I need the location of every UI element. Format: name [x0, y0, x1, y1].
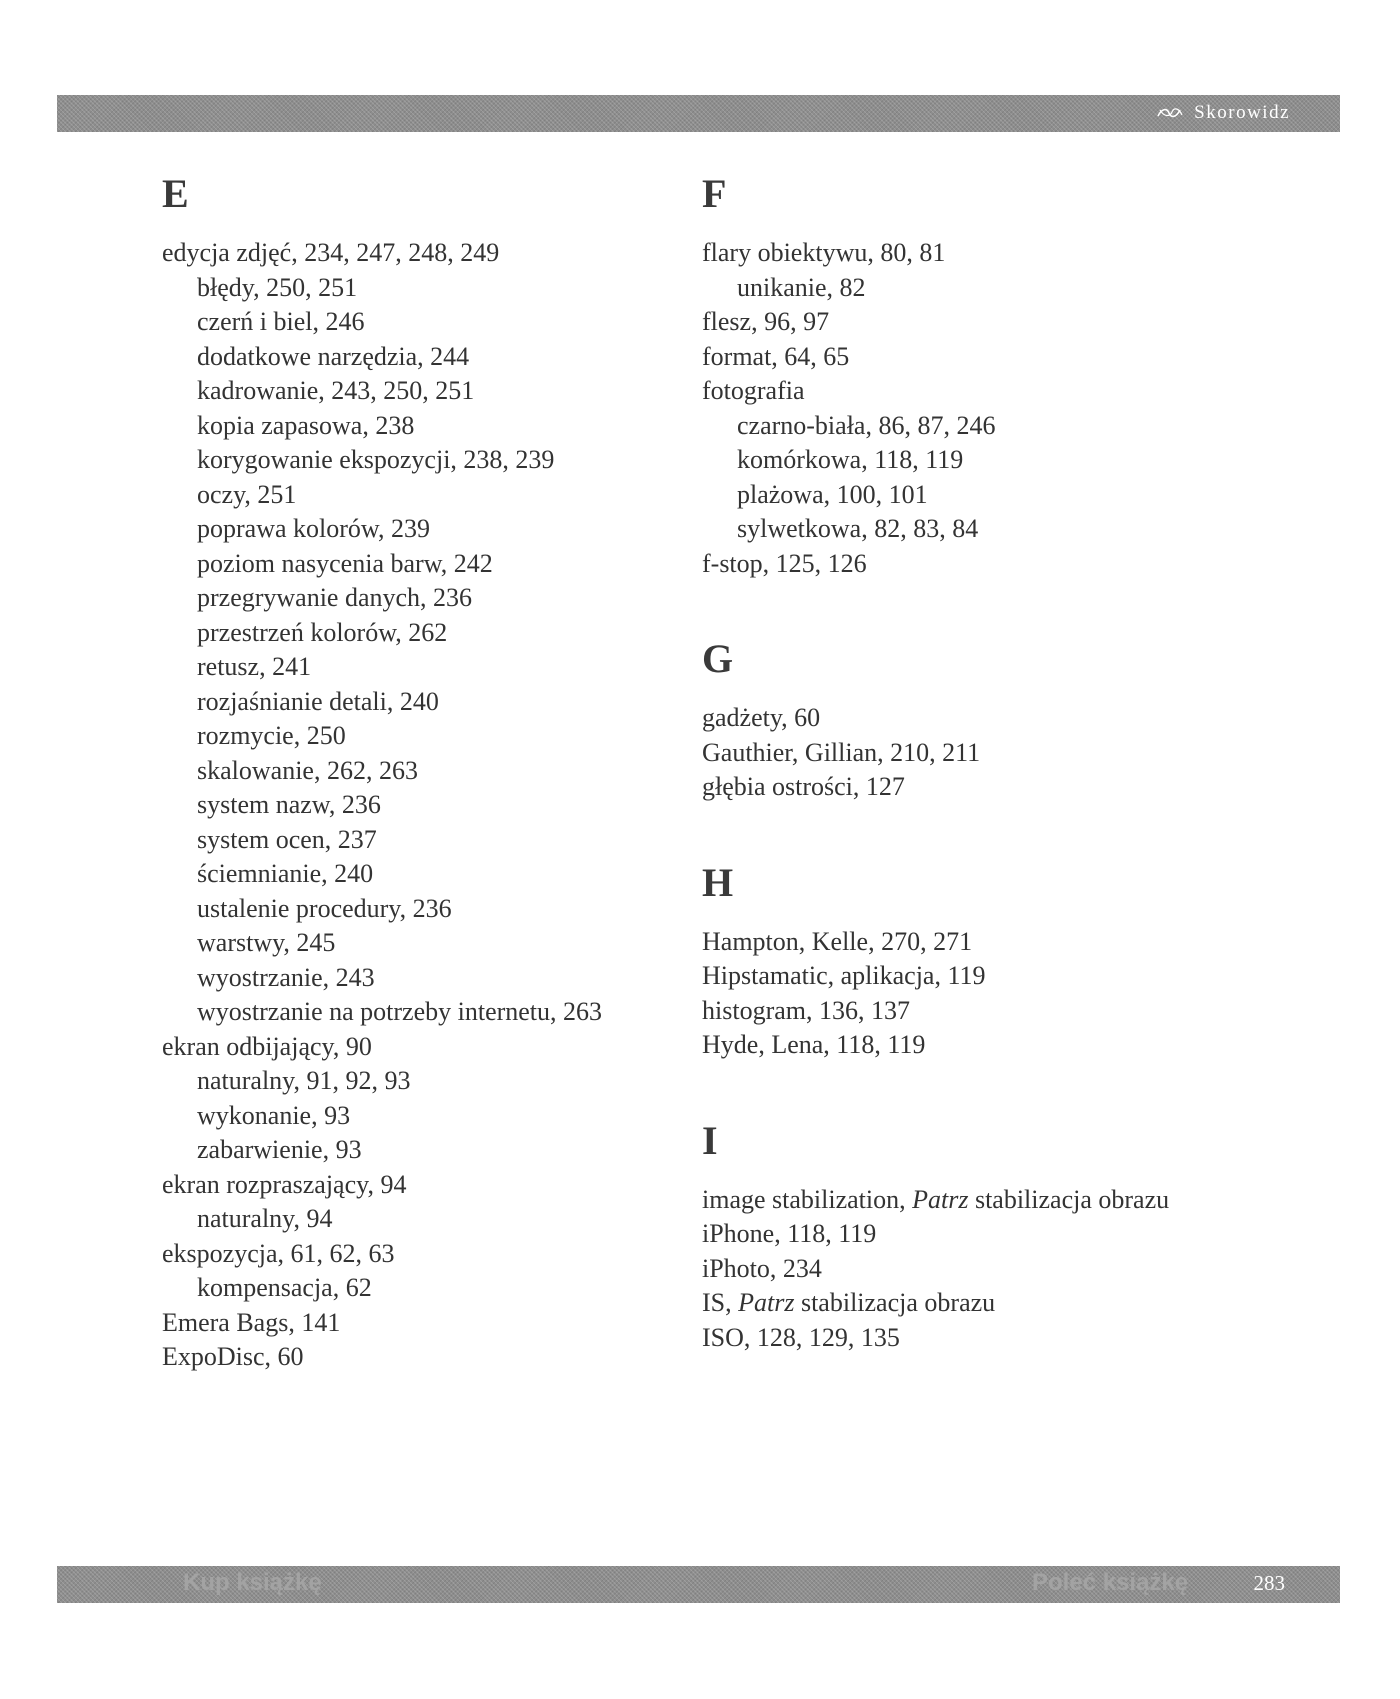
index-entry-cross-ref: [702, 1183, 1342, 1218]
index-subentry: skalowanie, 262, 263: [197, 755, 418, 785]
section-title: Skorowidz: [1194, 102, 1290, 123]
index-subentry: błędy, 250, 251: [197, 272, 358, 302]
index-subentry: rozmycie, 250: [197, 721, 346, 750]
index-subentry: kompensacja, 62: [197, 1273, 372, 1302]
running-header: [1156, 102, 1290, 124]
index-subentry: poprawa kolorów, 239: [197, 514, 430, 543]
index-subentry: unikanie, 82: [737, 272, 866, 302]
section-spacer: [702, 581, 1342, 633]
entry-target: stabilizacja obrazu: [794, 1288, 996, 1317]
entry-list: [702, 925, 1342, 1063]
index-entry-cross-ref: [702, 1286, 1342, 1321]
index-entry: Gauthier, Gillian, 210, 211: [702, 737, 981, 767]
index-subentry: system ocen, 237: [197, 824, 377, 854]
index-subentry: sylwetkowa, 82, 83, 84: [737, 514, 979, 543]
index-entry: głębia ostrości, 127: [702, 772, 905, 801]
section-spacer: [702, 805, 1342, 857]
section-spacer: [702, 1063, 1342, 1115]
index-entry: iPhone, 118, 119: [702, 1219, 877, 1248]
index-subentry: wyostrzanie na potrzeby internetu, 263: [197, 997, 603, 1026]
see-reference: Patrz: [912, 1184, 969, 1214]
index-subentry: retusz, 241: [197, 652, 312, 681]
footer-bar: [57, 1566, 1340, 1603]
index-subentry: dodatkowe narzędzia, 244: [197, 341, 470, 371]
index-subentry: kopia zapasowa, 238: [197, 410, 415, 440]
index-section-H: [702, 857, 1342, 1063]
index-entry: ISO, 128, 129, 135: [702, 1322, 900, 1352]
index-subentry: przegrywanie danych, 236: [197, 583, 473, 612]
index-subentry: poziom nasycenia barw, 242: [197, 548, 493, 578]
index-subentry: rozjaśnianie detali, 240: [197, 686, 439, 716]
index-subentry: naturalny, 91, 92, 93: [197, 1066, 411, 1095]
index-entry: Emera Bags, 141: [162, 1307, 341, 1337]
entry-list: [702, 1183, 1342, 1356]
see-reference: Patrz: [738, 1288, 795, 1317]
index-entry: Hyde, Lena, 118, 119: [702, 1030, 926, 1059]
index-entry: f-stop, 125, 126: [702, 548, 867, 578]
index-section-I: [702, 1115, 1342, 1356]
section-letter: G: [702, 636, 734, 681]
index-section-G: [702, 633, 1342, 805]
index-entry: Hipstamatic, aplikacja, 119: [702, 961, 986, 990]
index-entry: ekspozycja, 61, 62, 63: [162, 1238, 395, 1268]
index-subentry: ściemnianie, 240: [197, 859, 374, 888]
index-entry: Hampton, Kelle, 270, 271: [702, 926, 973, 956]
index-entry: format, 64, 65: [702, 341, 850, 371]
section-letter: F: [702, 171, 727, 216]
index-entry: ekran odbijający, 90: [162, 1031, 372, 1061]
index-subentry: wykonanie, 93: [197, 1100, 351, 1130]
index-entry: ekran rozpraszający, 94: [162, 1169, 407, 1199]
recommend-book-link[interactable]: Poleć książkę: [1032, 1569, 1189, 1596]
entry-target: stabilizacja obrazu: [968, 1184, 1170, 1214]
header-bar: [57, 95, 1340, 132]
index-entry: fotografia: [702, 376, 805, 405]
index-subentry: system nazw, 236: [197, 790, 381, 819]
index-entry: edycja zdjęć, 234, 247, 248, 249: [162, 238, 500, 267]
index-subentry: naturalny, 94: [197, 1204, 333, 1233]
index-subentry: zabarwienie, 93: [197, 1135, 362, 1164]
index-subentry: plażowa, 100, 101: [737, 479, 928, 509]
entry-list: [702, 236, 1342, 581]
index-subentry: czerń i biel, 246: [197, 307, 365, 336]
index-subentry: oczy, 251: [197, 479, 297, 509]
buy-book-link[interactable]: Kup książkę: [183, 1569, 322, 1596]
index-entry: flary obiektywu, 80, 81: [702, 238, 946, 267]
index-entry: flesz, 96, 97: [702, 307, 830, 336]
index-subentry: przestrzeń kolorów, 262: [197, 617, 448, 647]
index-subentry: komórkowa, 118, 119: [737, 445, 964, 474]
entry-list: [702, 701, 1342, 805]
index-subentry: czarno-biała, 86, 87, 246: [737, 410, 996, 440]
index-subentry: warstwy, 245: [197, 928, 336, 957]
ornament-icon: [1156, 106, 1184, 120]
index-entry: ExpoDisc, 60: [162, 1342, 304, 1371]
index-column-right: [702, 168, 1342, 1355]
index-entry: iPhoto, 234: [702, 1253, 822, 1283]
index-subentry: kadrowanie, 243, 250, 251: [197, 376, 475, 405]
index-entry: histogram, 136, 137: [702, 995, 910, 1025]
index-section-E: [162, 168, 682, 1375]
index-entry: gadżety, 60: [702, 703, 821, 732]
section-letter: H: [702, 859, 734, 905]
index-subentry: korygowanie ekspozycji, 238, 239: [197, 445, 555, 474]
section-letter: E: [162, 171, 189, 216]
entry-term: image stabilization,: [702, 1184, 913, 1214]
index-column-left: [162, 168, 682, 1375]
entry-term: IS,: [702, 1288, 739, 1317]
index-subentry: ustalenie procedury, 236: [197, 893, 452, 923]
section-letter: I: [702, 1117, 718, 1163]
index-section-F: [702, 168, 1342, 581]
entry-list: [162, 236, 682, 1375]
page-number: 283: [1253, 1571, 1285, 1595]
index-subentry: wyostrzanie, 243: [197, 962, 375, 992]
